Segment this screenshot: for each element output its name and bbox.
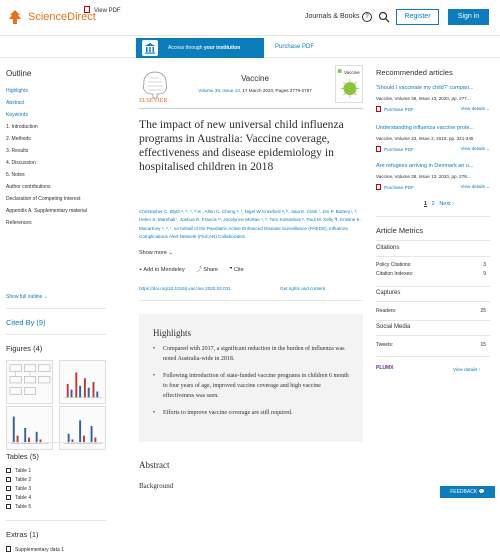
document-icon	[6, 546, 11, 552]
divider	[376, 286, 490, 287]
table-icon	[6, 477, 11, 482]
recommended-article-actions	[376, 184, 490, 190]
recommended-article-actions	[376, 106, 490, 112]
divider	[376, 356, 490, 357]
divider	[376, 240, 490, 241]
access-institution-button[interactable]	[136, 38, 264, 58]
extras-title: Extras (1)	[6, 530, 39, 539]
table-item[interactable]	[6, 467, 31, 476]
add-to-mendeley-button[interactable]: + Add to Mendeley	[139, 267, 185, 273]
divider	[376, 256, 490, 257]
page-1[interactable]: 1	[424, 201, 428, 207]
article-metrics-title: Article Metrics	[376, 226, 424, 235]
outline-item[interactable]: 5. Notes	[6, 172, 25, 178]
metric-label: Citation Indexes:	[376, 271, 414, 277]
divider	[6, 334, 106, 335]
journal-meta-rest: 17 March 2020, Pages 2779-2787	[241, 88, 312, 93]
pdf-icon	[376, 184, 381, 190]
divider	[376, 301, 490, 302]
view-details-link[interactable]: View details ⌄	[460, 146, 490, 151]
figure-thumbnail[interactable]	[6, 406, 53, 450]
institution-icon	[142, 40, 158, 56]
recommended-article-meta: Vaccine, Volume 33, Issue 2, 2015, pp. 341-345	[376, 136, 474, 141]
highlights-title: Highlights	[153, 328, 192, 338]
outline-title: Outline	[6, 69, 32, 78]
view-details-link[interactable]: View details ⌄	[460, 106, 490, 111]
journal-cover-label: Vaccine	[344, 70, 360, 75]
outline-item[interactable]: 4. Discussion	[6, 160, 36, 166]
recommended-title: Recommended articles	[376, 68, 453, 77]
social-media-heading: Social Media	[376, 324, 411, 330]
divider	[376, 216, 490, 217]
citations-heading: Citations	[376, 245, 400, 251]
table-item-label: Table 3	[15, 486, 32, 492]
purchase-pdf-link[interactable]: Purchase PDF	[275, 44, 315, 50]
table-item[interactable]	[6, 485, 31, 494]
outline-item[interactable]: Highlights	[6, 88, 28, 94]
access-bold: your institution	[203, 45, 241, 51]
tables-list	[6, 467, 31, 512]
divider	[376, 320, 490, 321]
highlights-section	[139, 314, 363, 442]
table-icon	[6, 468, 11, 473]
table-icon	[6, 504, 11, 509]
rights-link[interactable]: Get rights and content	[280, 286, 326, 291]
volume-link[interactable]: Volume 38, Issue 13,	[198, 88, 242, 93]
feedback-button[interactable]: FEEDBACK 💬	[440, 486, 495, 498]
view-details-link[interactable]: View details ⌄	[460, 184, 490, 189]
outline-item[interactable]: Declaration of Competing Interest	[6, 196, 81, 202]
page-2[interactable]: 2	[431, 201, 435, 207]
outline-item[interactable]: Keywords	[6, 112, 28, 118]
top-header	[0, 0, 500, 36]
metrics-view-details-link[interactable]: View details ›	[453, 367, 481, 372]
divider	[376, 335, 490, 336]
register-button[interactable]: Register	[396, 9, 439, 25]
table-item-label: Table 1	[15, 468, 32, 474]
article-actions	[139, 265, 254, 273]
metric-label: Policy Citations:	[376, 262, 412, 268]
pdf-icon	[84, 6, 90, 13]
figure-thumbnail[interactable]	[59, 406, 106, 450]
purchase-pdf-link[interactable]: Purchase PDF	[384, 185, 414, 190]
outline-item[interactable]: Abstract	[6, 100, 25, 106]
table-item[interactable]	[6, 476, 31, 485]
metric-row	[376, 342, 490, 348]
divider	[6, 442, 106, 443]
recommended-article-meta: Vaccine, Volume 38, Issue 13, 2020, pp. 278...	[376, 174, 471, 179]
divider	[139, 108, 363, 109]
journals-books-link[interactable]: Journals & Books	[305, 13, 360, 20]
figures-title: Figures (4)	[6, 344, 43, 353]
search-icon[interactable]	[378, 11, 390, 23]
recommended-article-link[interactable]: Understanding influenza vaccine prote...	[376, 125, 475, 131]
outline-item[interactable]: 3. Results	[6, 148, 29, 154]
table-item-label: Table 2	[15, 477, 32, 483]
recommended-article-actions	[376, 146, 490, 152]
recommended-article-link[interactable]: Are refugees arriving in Denmark an u...	[376, 163, 474, 169]
outline-item[interactable]: 1. Introduction	[6, 124, 38, 130]
outline-item[interactable]: Author contributions	[6, 184, 51, 190]
author-list[interactable]: Christopher C. Blyth ᵃ, ᵇ, ᶜ, ᵈ ✉ , Allen C. Cheng ᵉ, ᶠ, Nigel W Crawford ᵍ, ʰ, Julia E. Clark ⁱ, Jim P. Buttery ʲ, ᵏ, Helen S. Marshall ˡ, Joshua R. Francis ᵐ, Jocelynne McRae ⁿ, ᵒ, Tom Kotsimbos ᵖ, Paul M. Kelly ᑫ, Kristine K. Macartney ⁿ, ᵒ, ʳ, on behalf of the Paediatric Active Enhanced Disease Surveillance (PAEDS), Influenza Complications Alert Network (FluCAN) Collaboration	[139, 209, 361, 240]
cite-button[interactable]: ❞ Cite	[229, 267, 244, 273]
metric-row	[376, 308, 490, 314]
metric-value: 15	[480, 342, 486, 348]
outline-list	[6, 85, 87, 229]
publisher-name: ELSEVIER	[139, 98, 168, 104]
highlight-item: • Following introduction of state-funded vaccine programs in children 6 month to four years of age, improved vaccine coverage and high vaccine effectiveness was seen.	[153, 371, 353, 401]
divider	[6, 308, 106, 309]
outline-item[interactable]: Appendix A. Supplementary material	[6, 208, 87, 214]
metric-value: 25	[480, 308, 486, 314]
journal-meta	[183, 88, 327, 93]
view-pdf-link[interactable]	[84, 6, 121, 14]
help-icon[interactable]: ?	[362, 12, 372, 22]
pagination	[424, 201, 454, 207]
purchase-pdf-link[interactable]: Purchase PDF	[384, 147, 414, 152]
cited-by-link[interactable]: Cited By (9)	[6, 318, 46, 327]
highlight-item: • Efforts to improve vaccine coverage are still required.	[153, 408, 353, 418]
article-title: The impact of new universal child influenza programs in Australia: Vaccine coverage, effectiveness and disease epidemiology in hospitalised children in 2018	[139, 118, 344, 173]
abstract-title: Abstract	[139, 460, 170, 470]
pdf-icon	[376, 106, 381, 112]
figure-thumbnail[interactable]	[59, 360, 106, 404]
highlights-list	[153, 344, 353, 425]
metric-label: Readers:	[376, 308, 397, 314]
sign-in-button[interactable]: Sign in	[448, 9, 489, 25]
table-item[interactable]	[6, 494, 31, 503]
tables-title: Tables (5)	[6, 452, 39, 461]
outline-item[interactable]: 2. Methods	[6, 136, 31, 142]
table-item-label: Table 4	[15, 495, 32, 501]
divider	[139, 300, 363, 301]
recommended-article-meta: Vaccine, Volume 38, Issue 13, 2020, pp. 277...	[376, 96, 471, 101]
purchase-pdf-link[interactable]: Purchase PDF	[384, 107, 414, 112]
supplementary-label: Supplementary data 1	[15, 547, 64, 553]
access-prefix: Access through	[168, 45, 203, 51]
share-button[interactable]: ⤴ Share	[196, 267, 218, 273]
divider	[6, 520, 106, 521]
metric-value: 9	[483, 271, 486, 277]
table-item-label: Table 5	[15, 504, 32, 510]
metric-label: Tweets:	[376, 342, 394, 348]
brand-name[interactable]: ScienceDirect	[28, 11, 96, 23]
plumx-logo[interactable]: PLUMX	[376, 365, 394, 371]
view-pdf-label: View PDF	[94, 8, 121, 14]
show-more-button[interactable]: Show more ⌄	[139, 250, 173, 256]
highlight-item: • Compared with 2017, a significant reduction in the burden of influenza was noted Australia-wide in 2018.	[153, 344, 353, 364]
supplementary-item[interactable]	[6, 546, 64, 553]
recommended-article-link[interactable]: 'Should I vaccinate my child?' compari...	[376, 85, 474, 91]
outline-item[interactable]: References	[6, 220, 32, 226]
next-page-link[interactable]: Next ›	[439, 201, 454, 207]
background-title: Background	[139, 482, 174, 490]
show-full-outline-link[interactable]: Show full outline ⌄	[6, 294, 48, 300]
metric-value: 3	[483, 262, 486, 268]
doi-link[interactable]: https://doi.org/10.1016/j.vaccine.2020.02.031	[139, 286, 231, 291]
metric-row	[376, 271, 490, 277]
elsevier-logo-icon[interactable]	[8, 9, 22, 25]
table-icon	[6, 495, 11, 500]
metric-row	[376, 262, 490, 268]
table-item[interactable]	[6, 503, 31, 512]
pdf-icon	[376, 146, 381, 152]
table-icon	[6, 486, 11, 491]
figure-thumbnail[interactable]	[6, 360, 53, 404]
journal-name[interactable]: Vaccine	[241, 74, 269, 83]
captures-heading: Captures	[376, 290, 401, 296]
left-sidebar	[0, 58, 112, 553]
